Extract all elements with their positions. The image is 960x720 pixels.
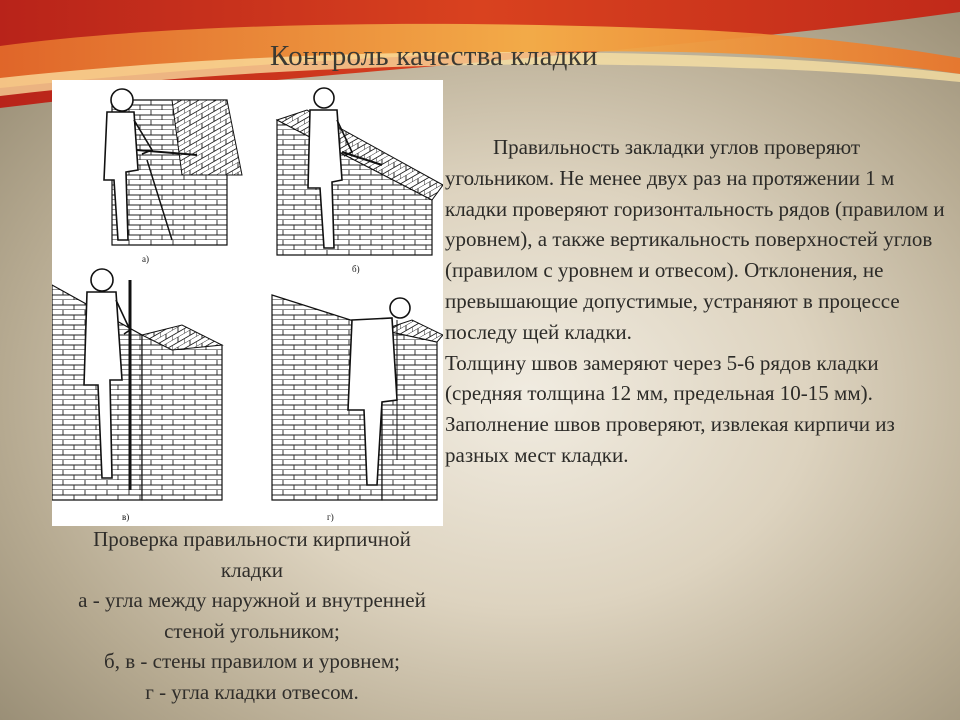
panel-a-drawing	[104, 89, 242, 245]
page-title: Контроль качества кладки	[270, 40, 598, 72]
body-paragraph-2: Толщину швов замеряют через 5-6 рядов кладки (средняя толщина 12 мм, предельная 10-15 мм). Заполнение швов проверяют, извлекая кирпичи из разных мест кладки.	[445, 350, 895, 467]
panel-label-c: в)	[122, 512, 130, 522]
caption-line: стеной угольником;	[164, 618, 340, 643]
caption-line: г - угла кладки отвесом.	[145, 679, 359, 704]
panel-b-drawing	[277, 88, 443, 255]
figure-caption	[18, 524, 486, 707]
caption-line: Проверка правильности кирпичной	[93, 527, 411, 551]
body-text	[445, 132, 950, 471]
body-paragraph-1: Правильность закладки углов проверяют угольником. Не менее двух раз на протяжении 1 м кладки проверяют горизонтальность рядов (правилом и уровнем), а также вертикальность поверхностей углов (правилом с уровнем и отвесом). Отклонения, не превышающие допустимые, устраняют в процессе последу щей кладки.	[445, 135, 945, 344]
panel-d-drawing	[272, 295, 443, 500]
masonry-inspection-figure	[52, 80, 443, 526]
panel-label-b: б)	[352, 264, 360, 274]
caption-line: кладки	[220, 557, 284, 582]
panel-label-a: а)	[142, 254, 149, 264]
caption-line: б, в - стены правилом и уровнем;	[104, 649, 400, 673]
panel-label-d: г)	[327, 512, 334, 522]
caption-line: а - угла между наружной и внутренней	[78, 588, 426, 612]
panel-c-drawing	[52, 269, 222, 500]
